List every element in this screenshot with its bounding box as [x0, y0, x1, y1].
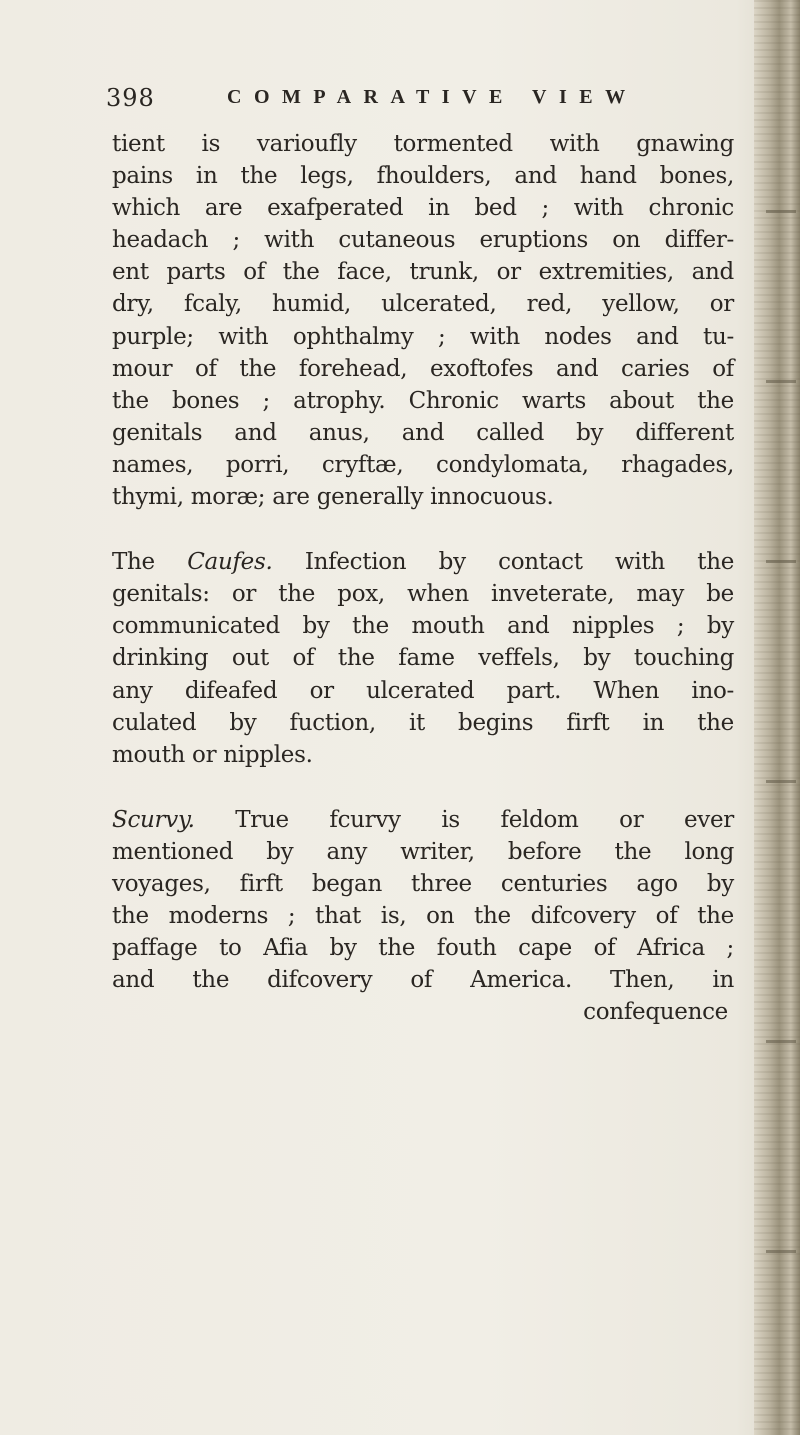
text-line: any difeafed or ulcerated part. When ino- [112, 677, 734, 704]
text-line: purple; with ophthalmy ; with nodes and tu- [112, 323, 734, 350]
text-line: genitals: or the pox, when inveterate, may be [112, 581, 734, 608]
text-line: voyages, firft began three centuries ago by [112, 870, 734, 897]
text-line: ent parts of the face, trunk, or extremities, and [112, 259, 734, 286]
text-line: culated by fuction, it begins firft in the [112, 709, 734, 736]
text-line: dry, fcaly, humid, ulcerated, red, yellow, or [112, 291, 734, 318]
text-line: names, porri, cryftæ, condylomata, rhagades, [112, 451, 734, 478]
text-line: drinking out of the fame veffels, by touching [112, 645, 734, 672]
page-header [106, 84, 726, 124]
text-line-first [112, 546, 734, 578]
text-line: thymi, moræ; are generally innocuous. [112, 484, 554, 511]
paragraph-scurvy [112, 804, 734, 1029]
page-number: 398 [106, 84, 155, 112]
body-text [112, 128, 734, 1028]
edge-mark [766, 780, 796, 783]
text-line: pains in the legs, fhoulders, and hand bones, [112, 163, 734, 190]
text-line: mentioned by any writer, before the long [112, 838, 734, 865]
edge-mark [766, 1040, 796, 1043]
text-line: paffage to Afia by the fouth cape of Africa ; [112, 935, 734, 962]
text-line: tient is varioufly tormented with gnawing [112, 131, 734, 157]
text-line: headach ; with cutaneous eruptions on differ- [112, 227, 734, 254]
running-head: COMPARATIVE VIEW [227, 86, 638, 108]
text-line: the moderns ; that is, on the difcovery of the [112, 903, 734, 930]
section-heading-scurvy: Scurvy. [112, 806, 195, 833]
edge-mark [766, 1250, 796, 1253]
text-line-first [112, 804, 734, 836]
edge-mark [766, 210, 796, 213]
text-line: mouth or nipples. [112, 741, 313, 768]
paragraph-causes [112, 546, 734, 771]
edge-mark [766, 380, 796, 383]
text-line-rest: Infection by contact with the [304, 549, 735, 576]
text-line: and the difcovery of America. Then, in [112, 967, 734, 994]
text-line: mour of the forehead, exoftofes and caries of [112, 355, 734, 382]
page-edge [754, 0, 800, 1435]
section-heading-causes: Caufes. [187, 549, 273, 576]
text-line: which are exafperated in bed ; with chronic [112, 195, 734, 222]
text-line: genitals and anus, and called by different [112, 419, 734, 446]
text-line: communicated by the mouth and nipples ; by [112, 613, 734, 640]
edge-mark [766, 560, 796, 563]
text-line-rest: True fcurvy is feldom or ever [235, 806, 734, 833]
catchword: confequence [583, 999, 728, 1026]
paragraph-symptoms [112, 128, 734, 513]
text-line: the bones ; atrophy. Chronic warts about the [112, 387, 734, 414]
paragraph-lead: The [112, 549, 155, 576]
